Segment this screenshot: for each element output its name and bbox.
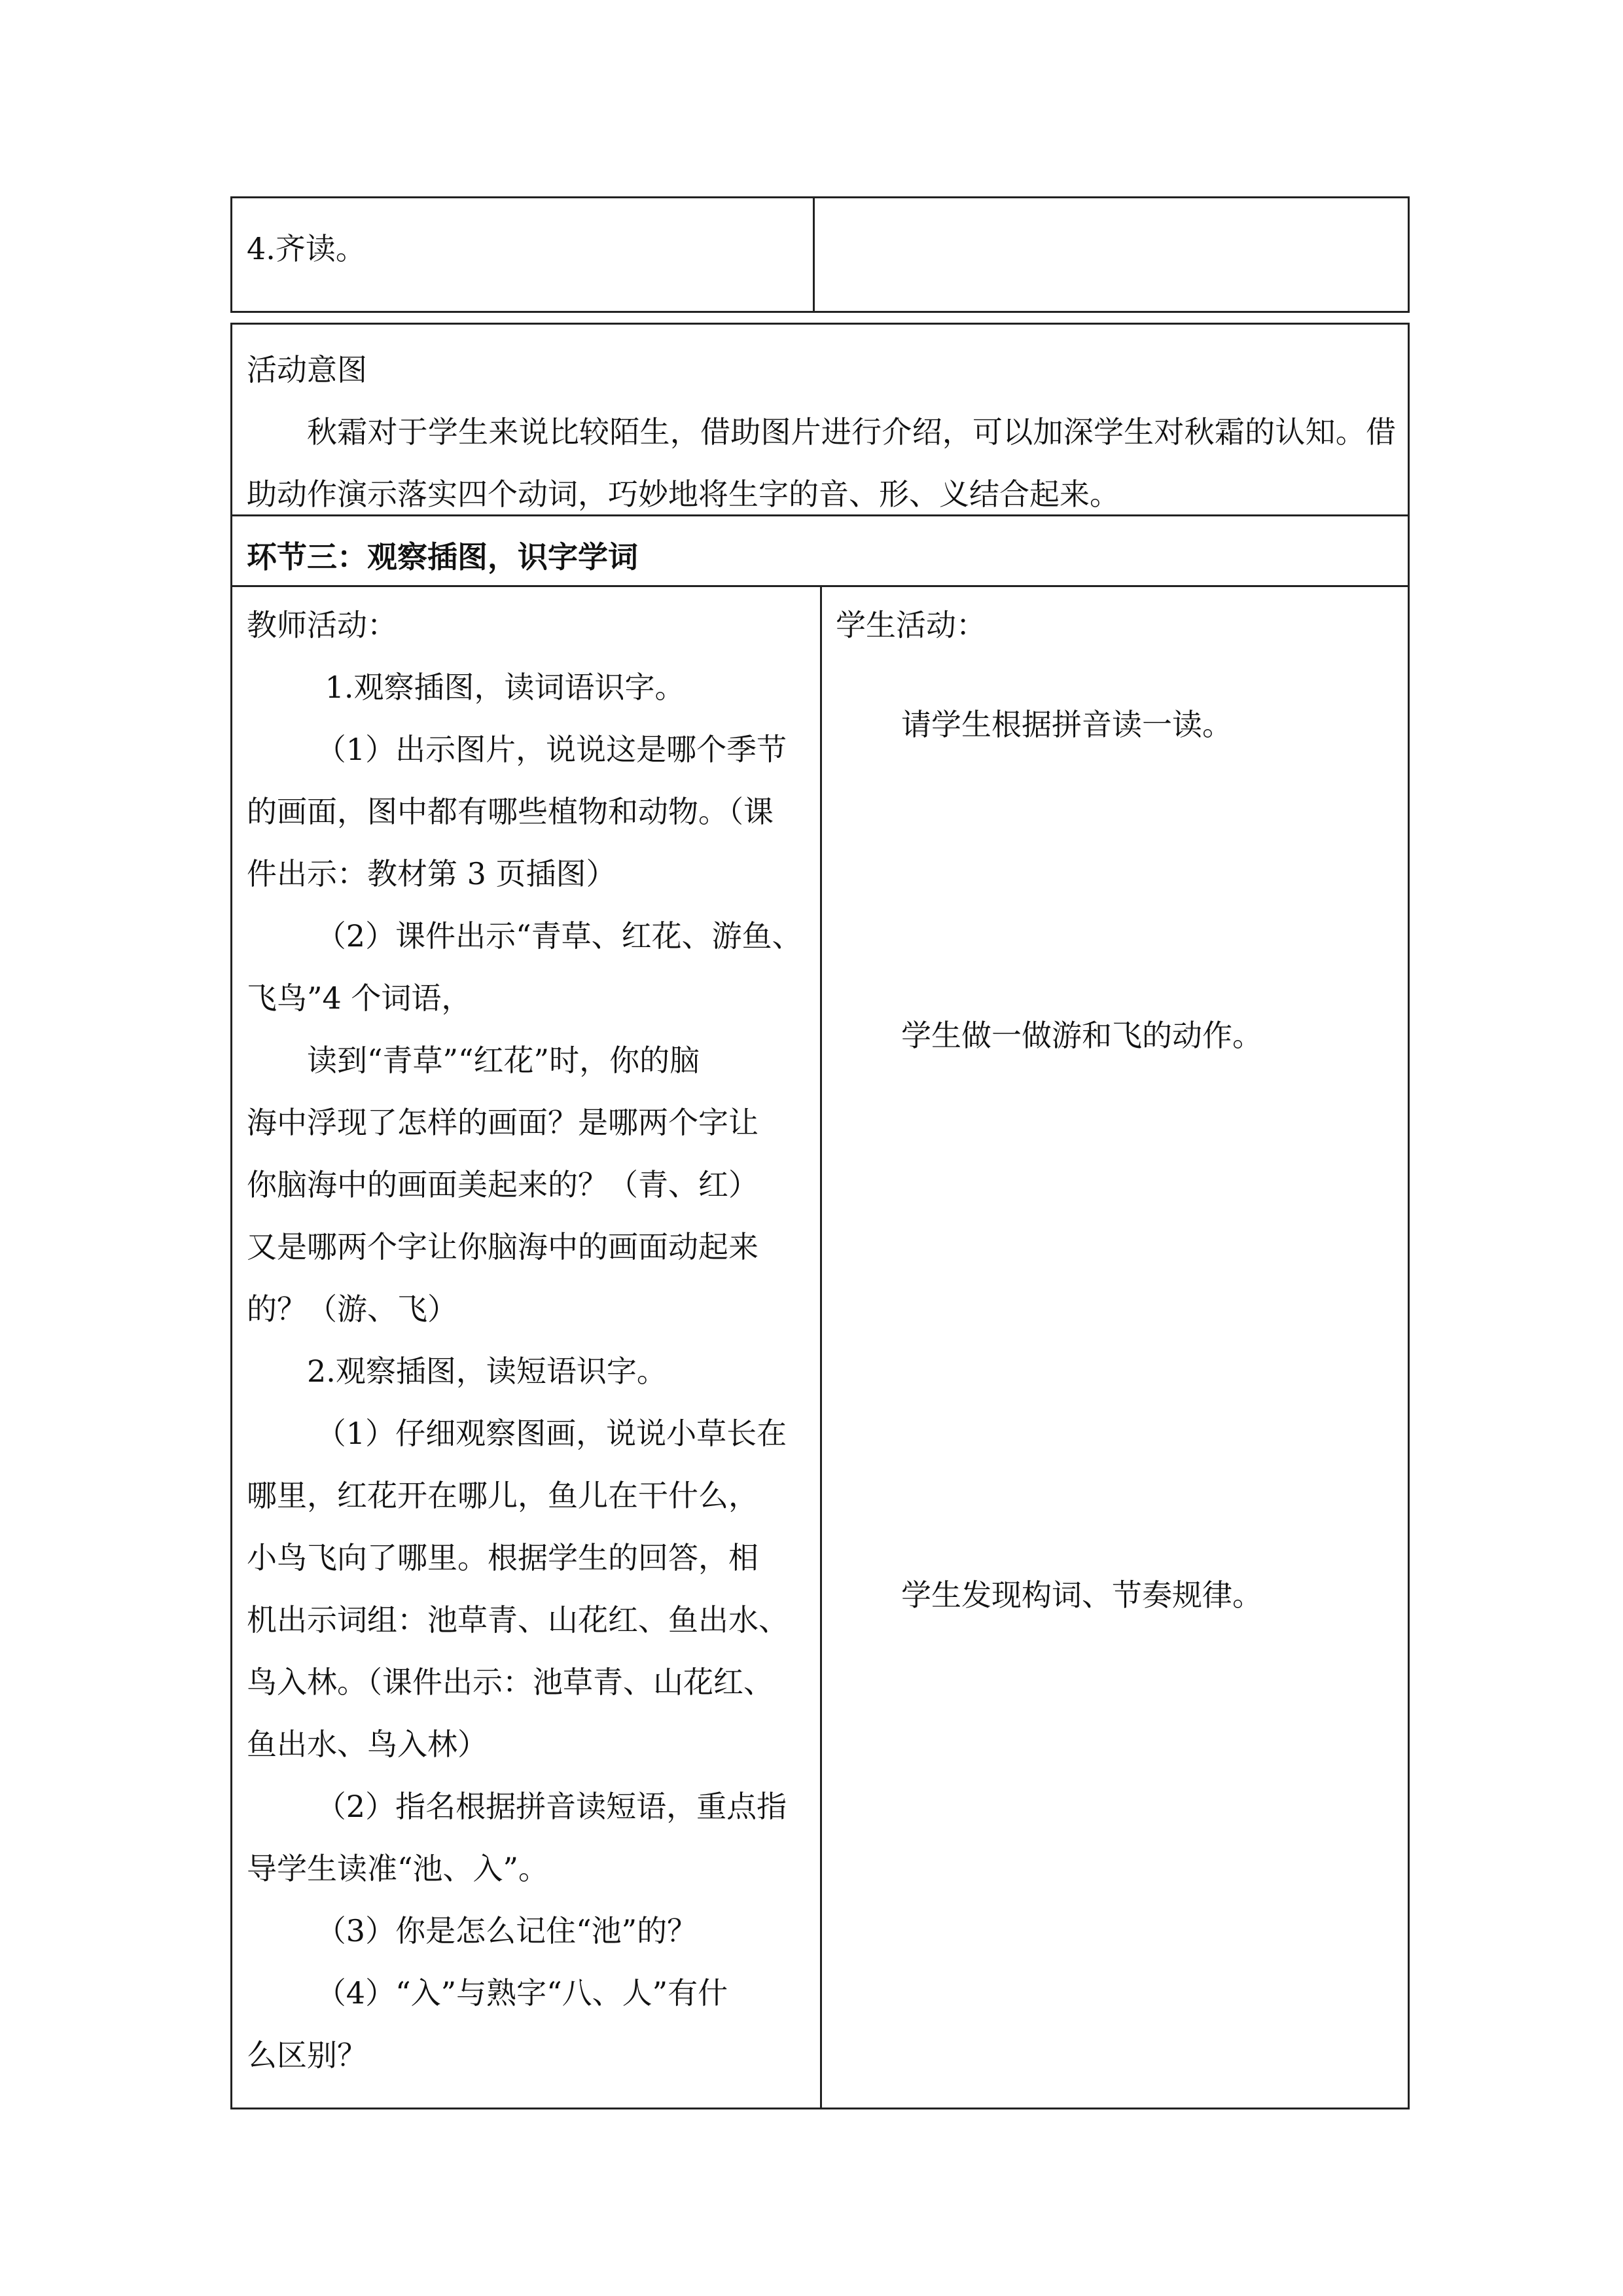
student-item-2: 学生做一做游和飞的动作。 [901,1018,1262,1053]
top-table-left-cell [247,218,803,280]
teacher-line: （1）仔细观察图画，说说小草长在 [315,1416,787,1451]
top-table [230,196,1410,313]
intent-body: 秋霜对于学生来说比较陌生，借助图片进行介绍，可以加深学生对秋霜的认知。借助动作演示落实四个动词，巧妙地将生字的音、形、义结合起来。 [247,414,1396,512]
teacher-line: 鱼出水、鸟入林） [247,1727,488,1762]
teacher-line: 1.观察插图，读词语识字。 [325,670,685,705]
section-title: 环节三：观察插图，识字学词 [247,539,638,575]
activity-column-divider [820,585,822,2108]
teacher-header: 教师活动： [247,607,397,643]
teacher-line: 哪里，红花开在哪儿，鱼儿在干什么， [247,1478,758,1513]
section-cell [247,526,1396,588]
main-table [230,323,1410,2109]
top-table-divider [813,198,815,311]
teacher-line: （1）出示图片，说说这是哪个季节 [315,732,787,767]
student-item-3: 学生发现构词、节奏规律。 [901,1577,1262,1613]
teacher-line: （2）指名根据拼音读短语，重点指 [315,1789,787,1824]
student-header: 学生活动： [836,607,986,643]
teacher-line: 2.观察插图，读短语识字。 [307,1354,667,1389]
teacher-line: （2）课件出示“青草、红花、游鱼、 [315,918,802,954]
intent-title: 活动意图 [247,352,367,387]
intent-bottom-line [232,514,1408,516]
teacher-line: 又是哪两个字让你脑海中的画面动起来 [247,1229,758,1265]
teacher-line: 的画面，图中都有哪些植物和动物。（课 [247,794,774,829]
teacher-line: 机出示词组：池草青、山花红、鱼出水、 [247,1602,789,1638]
teacher-line: 海中浮现了怎样的画面？是哪两个字让 [247,1105,758,1140]
intent-cell [247,339,1396,526]
teacher-line: 么区别？ [247,2037,367,2073]
teacher-line: 飞鸟”4 个词语， [247,980,472,1016]
teacher-line: 小鸟飞向了哪里。根据学生的回答，相 [247,1540,758,1575]
teacher-line: （4）“入”与熟字“八、人”有什 [315,1975,728,2011]
student-item-1: 请学生根据拼音读一读。 [901,707,1232,742]
teacher-line: （3）你是怎么记住“池”的？ [315,1913,698,1948]
teacher-cell [247,594,815,2087]
teacher-line: 鸟入林。（课件出示：池草青、山花红、 [247,1664,774,1700]
teacher-line: 导学生读准“池、入”。 [247,1851,549,1886]
teacher-line: 你脑海中的画面美起来的？（青、红） [247,1167,758,1202]
teacher-line: 读到“青草”“红花”时，你的脑 [307,1043,700,1078]
student-cell [836,594,1399,2100]
teacher-line: 件出示：教材第 3 页插图） [247,856,616,891]
top-left-text: 4.齐读。 [247,231,366,266]
teacher-line: 的？（游、飞） [247,1291,457,1327]
